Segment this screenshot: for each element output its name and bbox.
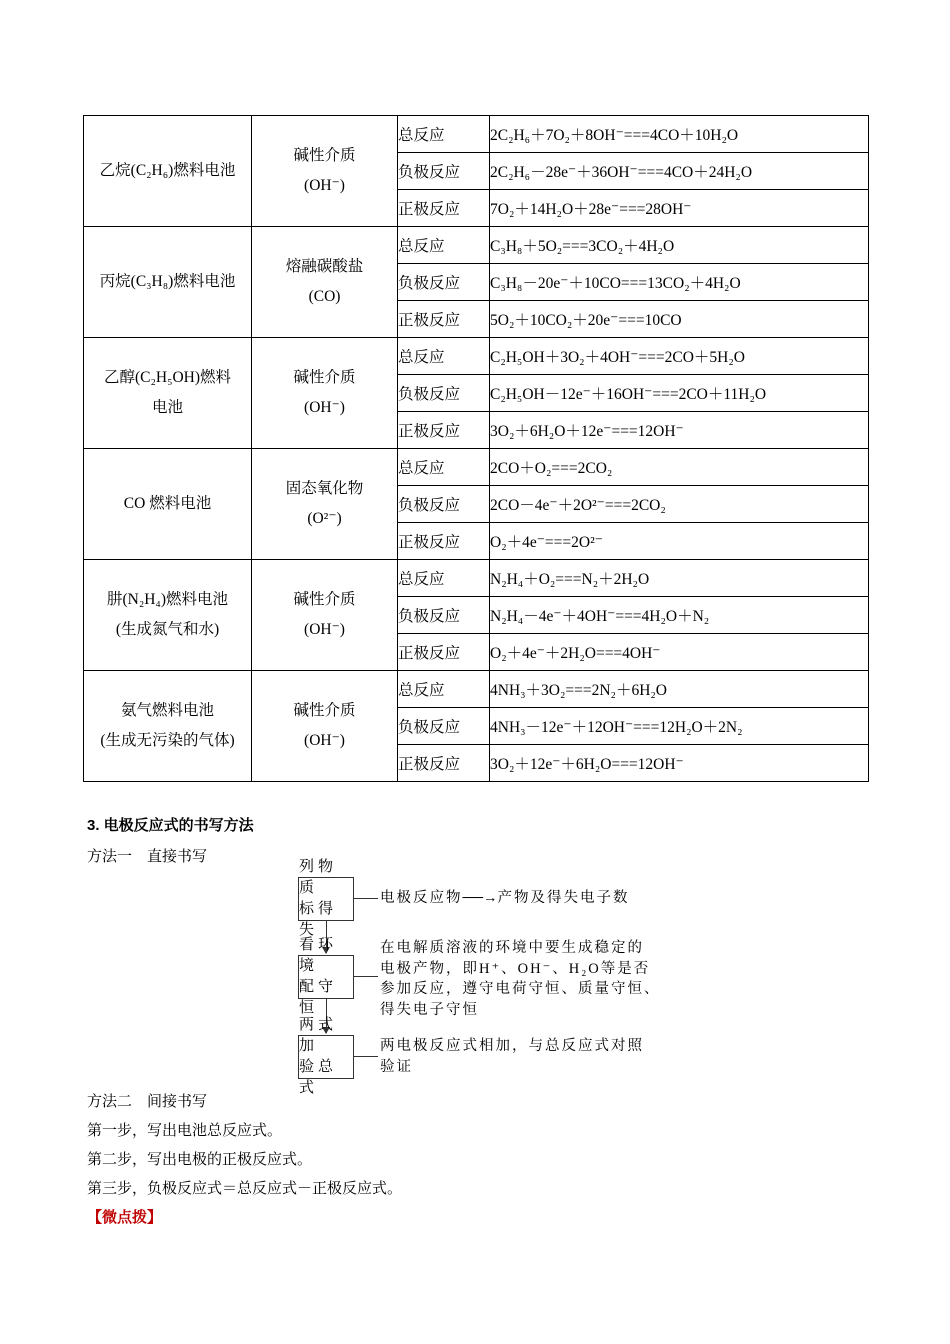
cell-name-line: (生成无污染的气体) [100,732,235,749]
equation-cell: C₃H₈＋5O₂===3CO₂＋4H₂O [490,227,869,264]
step-2: 第二步，写出电极的正极反应式。 [87,1152,313,1168]
medium-cell [252,227,398,338]
flow-desc-1 [380,888,630,909]
cell-name-line: 电池 [151,399,183,416]
flow-box-2 [298,937,354,1016]
cell-cell-name [84,338,252,449]
fuel-cell-table [83,115,869,782]
reaction-type-cell: 正极反应 [398,301,490,338]
medium-cell [252,116,398,227]
equation-cell: 2C₂H₆＋7O₂＋8OH⁻===4CO＋10H₂O [490,116,869,153]
reaction-type-cell: 负极反应 [398,375,490,412]
medium-line: 碱性介质 [293,702,356,719]
medium-line: 碱性介质 [293,591,356,608]
reaction-type-cell: 总反应 [398,449,490,486]
reaction-type-cell: 总反应 [398,116,490,153]
reaction-type-cell: 负极反应 [398,597,490,634]
connector-line-1 [354,898,378,899]
medium-line: (OH⁻) [304,732,345,749]
equation-cell: O₂＋4e⁻===2O²⁻ [490,523,869,560]
cell-cell-name [84,449,252,560]
medium-cell [252,449,398,560]
medium-line: 熔融碳酸盐 [285,258,364,275]
cell-name-line: 氨气燃料电池 [120,702,214,719]
reaction-type-cell: 正极反应 [398,523,490,560]
equation-cell: 2CO－4e⁻＋2O²⁻===2CO₂ [490,486,869,523]
equation-cell: 4NH₃＋3O₂===2N₂＋6H₂O [490,671,869,708]
table-row [84,116,869,153]
reaction-type-cell: 总反应 [398,227,490,264]
cell-cell-name [84,116,252,227]
flow-desc-2-line-1: 在电解质溶液的环境中要生成稳定的 [380,940,644,956]
medium-line: (OH⁻) [304,177,345,194]
medium-cell [252,560,398,671]
table-row [84,449,869,486]
cell-name-line: CO 燃料电池 [123,495,212,512]
cell-name-line: 肼(N₂H₄)燃料电池 [106,591,229,608]
flow-box-3 [298,1017,354,1096]
equation-cell: N₂H₄＋O₂===N₂＋2H₂O [490,560,869,597]
equation-cell: C₂H₅OH－12e⁻＋16OH⁻===2CO＋11H₂O [490,375,869,412]
equation-cell: 3O₂＋12e⁻＋6H₂O===12OH⁻ [490,745,869,782]
reaction-type-cell: 总反应 [398,338,490,375]
cell-name-line: 乙醇(C₂H₅OH)燃料 [103,369,232,386]
method-two-label: 方法二 间接书写 [87,1094,208,1110]
reaction-type-cell: 总反应 [398,560,490,597]
medium-line: (OH⁻) [304,399,345,416]
cell-cell-name [84,227,252,338]
medium-line: (OH⁻) [304,621,345,638]
medium-cell [252,671,398,782]
arrow-right-icon: ──→ [462,890,498,906]
cell-name-line: (生成氮气和水) [115,621,220,638]
section-heading: 3. 电极反应式的书写方法 [87,817,254,834]
reaction-type-cell: 正极反应 [398,745,490,782]
equation-cell: 2C₂H₆－28e⁻＋36OH⁻===4CO＋24H₂O [490,153,869,190]
connector-line-3 [354,1056,378,1057]
reaction-type-cell: 负极反应 [398,153,490,190]
reaction-type-cell: 负极反应 [398,708,490,745]
reaction-type-cell: 正极反应 [398,412,490,449]
reaction-type-cell: 正极反应 [398,190,490,227]
equation-cell: 4NH₃－12e⁻＋12OH⁻===12H₂O＋2N₂ [490,708,869,745]
medium-line: (CO) [308,288,341,305]
flow-box-2-line-1: 看环境 [299,937,338,974]
equation-cell: N₂H₄－4e⁻＋4OH⁻===4H₂O＋N₂ [490,597,869,634]
reaction-type-cell: 负极反应 [398,486,490,523]
flow-desc-2-line-3: 参加反应，遵守电荷守恒、质量守恒、 [380,981,661,997]
medium-line: 碱性介质 [293,369,356,386]
connector-line-2 [354,976,378,977]
step-1: 第一步，写出电池总反应式。 [87,1123,283,1139]
equation-cell: C₂H₅OH＋3O₂＋4OH⁻===2CO＋5H₂O [490,338,869,375]
medium-line: (O²⁻) [307,510,342,527]
medium-line: 碱性介质 [293,147,356,164]
flowchart [280,859,700,1096]
flow-desc-1-part-1: 电极反应物 [380,890,463,906]
equation-cell: 5O₂＋10CO₂＋20e⁻===10CO [490,301,869,338]
table-row [84,227,869,264]
equation-cell: C₃H₈－20e⁻＋10CO===13CO₂＋4H₂O [490,264,869,301]
flow-box-3-line-1: 两式加 [299,1017,338,1054]
flow-desc-3-line-1: 两电极反应式相加，与总反应式对照 [380,1038,644,1054]
cell-name-line: 乙烷(C₂H₆)燃料电池 [99,162,236,179]
equation-cell: O₂＋4e⁻＋2H₂O===4OH⁻ [490,634,869,671]
equation-cell: 7O₂＋14H₂O＋28e⁻===28OH⁻ [490,190,869,227]
reaction-type-cell: 总反应 [398,671,490,708]
flow-box-2-line-2: 配守恒 [299,979,338,1016]
flow-desc-3-line-2: 验证 [380,1058,413,1075]
cell-cell-name [84,560,252,671]
step-3: 第三步，负极反应式＝总反应式－正极反应式。 [87,1181,403,1197]
flow-desc-2-line-2: 电极产物，即H⁺、OH⁻、H₂O等是否 [380,960,651,977]
flow-desc-2-line-4: 得失电子守恒 [380,1001,479,1018]
table-row [84,560,869,597]
cell-name-line: 丙烷(C₃H₈)燃料电池 [99,273,236,290]
flow-box-1-line-1: 列物质 [299,859,338,896]
equation-cell: 2CO＋O₂===2CO₂ [490,449,869,486]
flow-desc-2 [380,938,661,1020]
flow-box-1 [298,859,354,938]
equation-cell: 3O₂＋6H₂O＋12e⁻===12OH⁻ [490,412,869,449]
table-row [84,671,869,708]
medium-line: 固态氧化物 [285,480,364,497]
medium-cell [252,338,398,449]
flow-box-1-line-2: 标得失 [299,901,338,938]
cell-cell-name [84,671,252,782]
table-row [84,338,869,375]
reaction-type-cell: 正极反应 [398,634,490,671]
flow-desc-1-part-2: 产物及得失电子数 [497,890,630,906]
flow-desc-3 [380,1036,644,1077]
flow-box-3-line-2: 验总式 [299,1059,338,1096]
tip-label: 【微点拨】 [87,1210,163,1226]
method-one-label: 方法一 直接书写 [87,849,208,865]
reaction-type-cell: 负极反应 [398,264,490,301]
